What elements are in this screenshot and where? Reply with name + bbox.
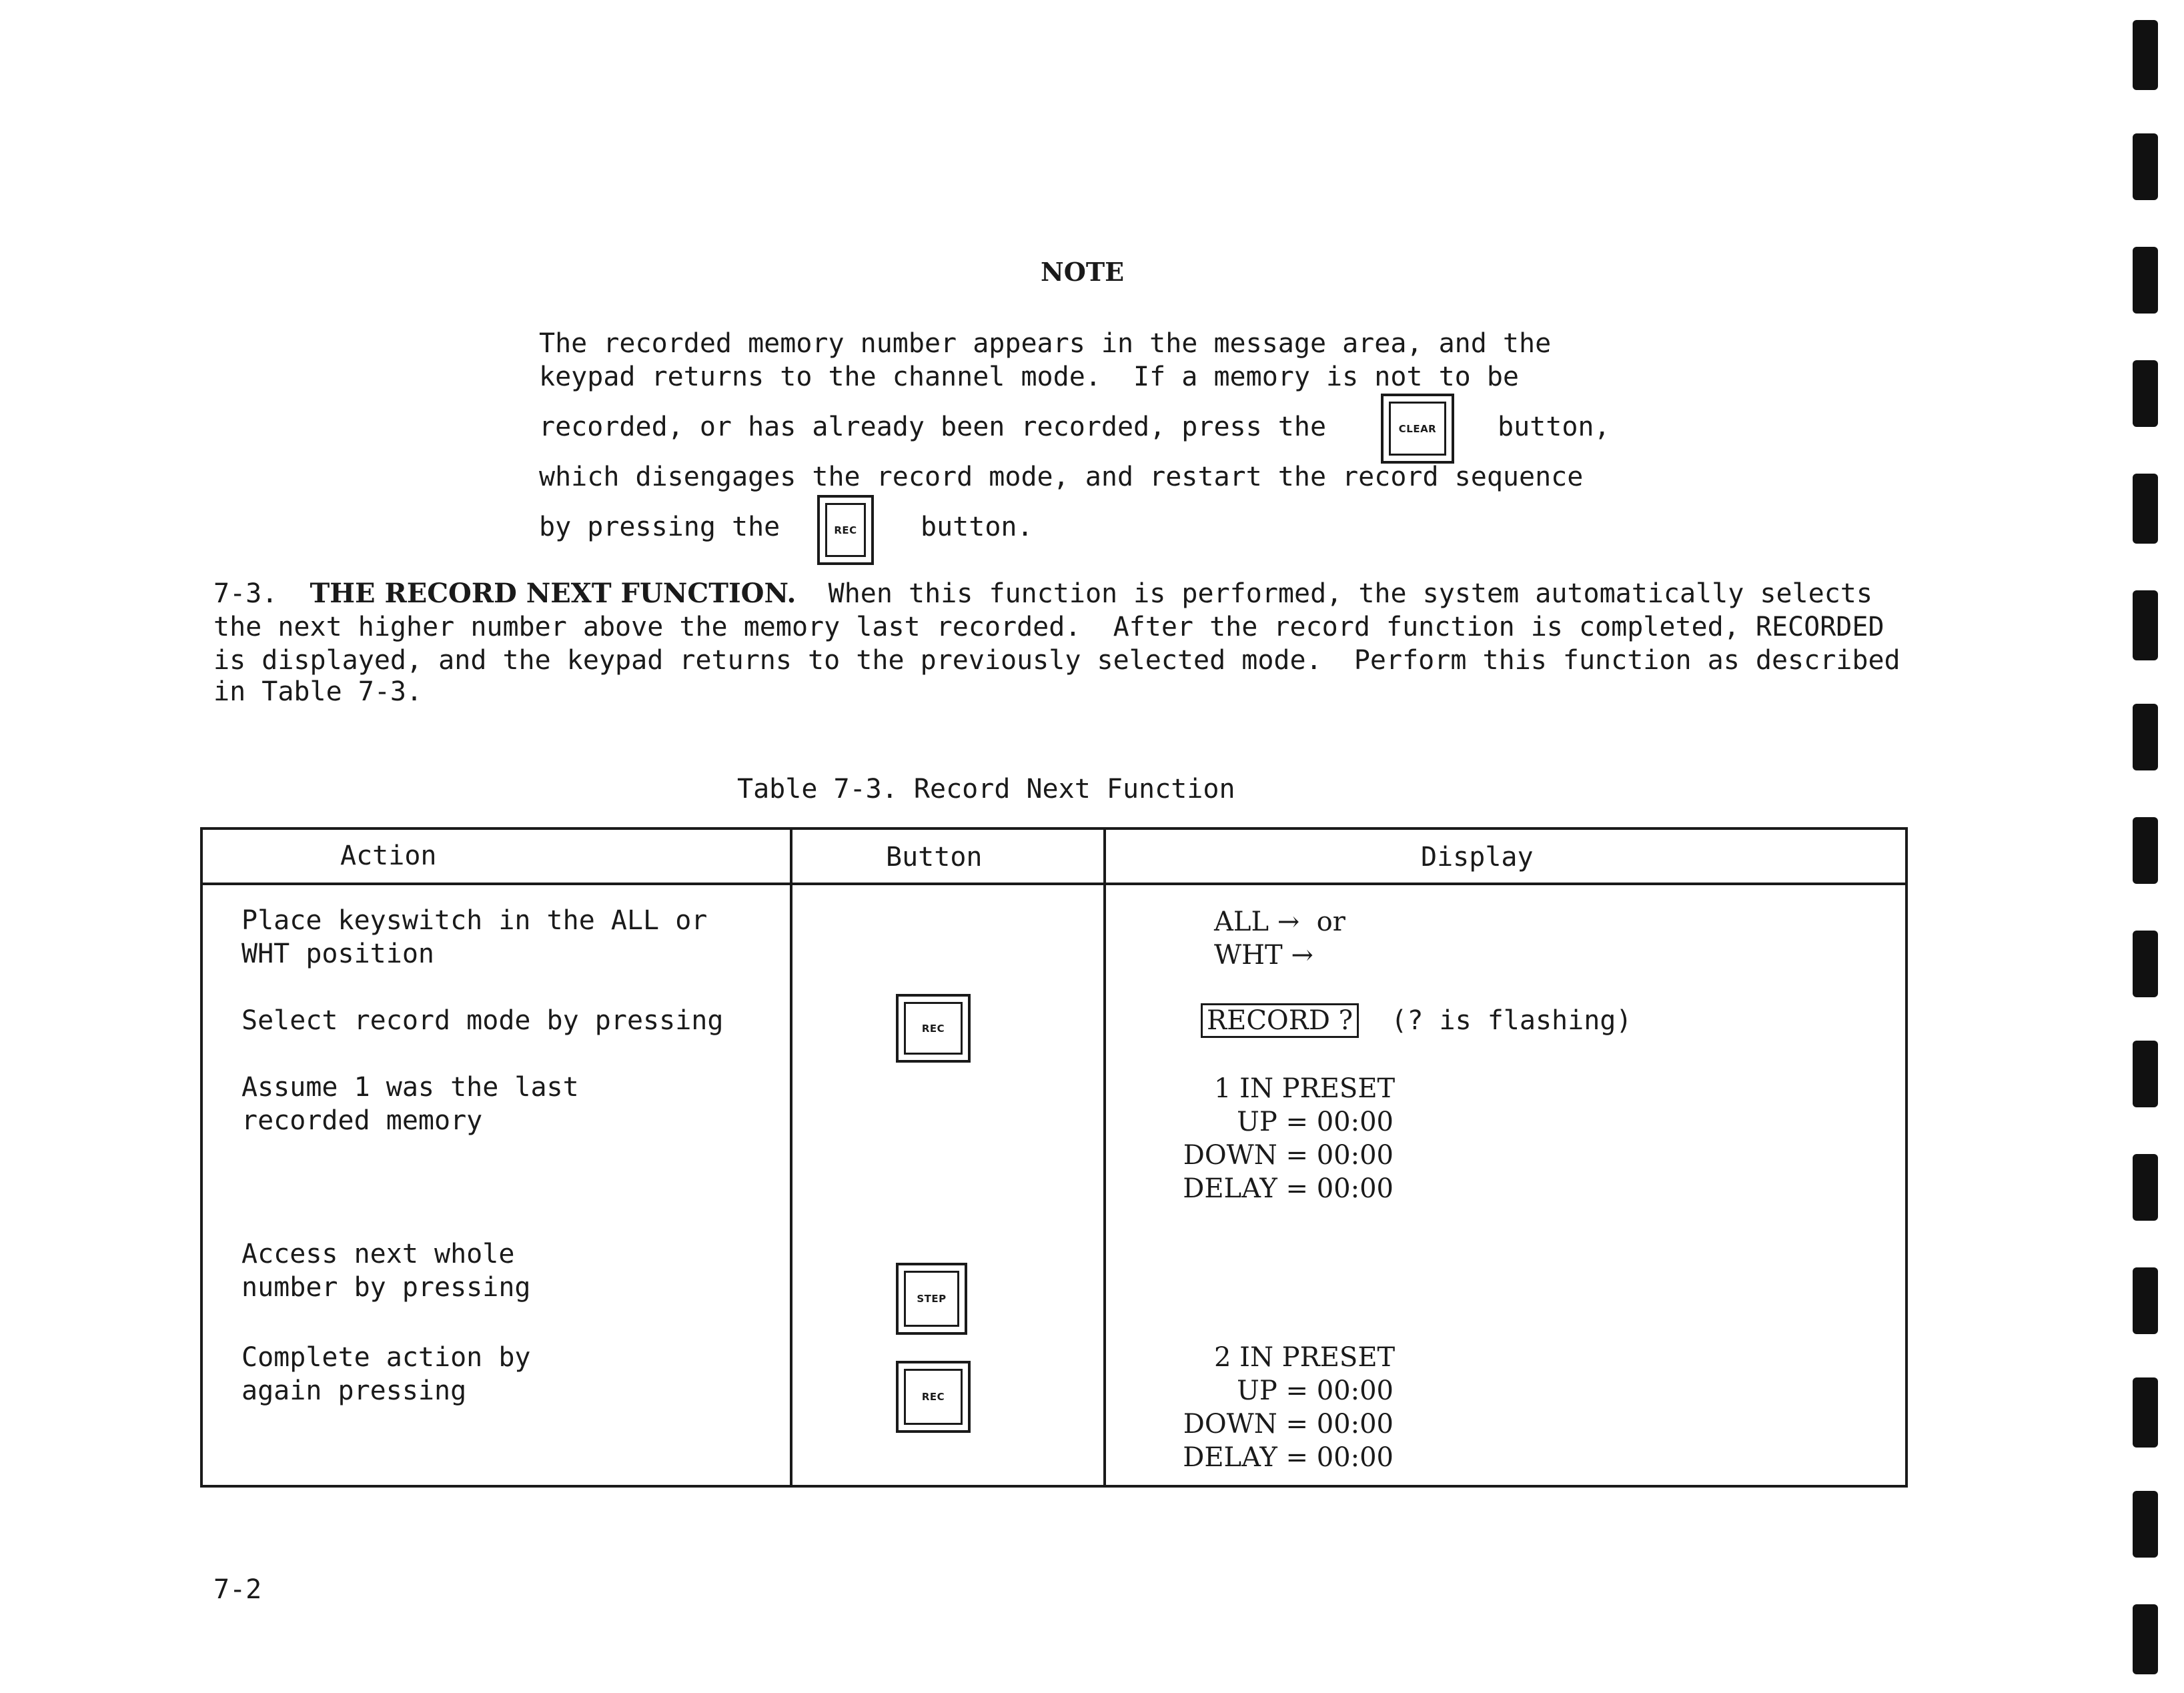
note-line-3-post: button, <box>1498 412 1610 442</box>
row-4-step-key-icon: STEP <box>896 1263 967 1335</box>
row-4-action-line-1: Access next whole <box>241 1239 515 1269</box>
note-line-1: The recorded memory number appears in the message area, and the <box>539 328 1552 359</box>
flashing-note: (? is flashing) <box>1391 1005 1632 1036</box>
row-3-display-line-3: DOWN = 00:00 <box>1183 1140 1394 1171</box>
binding-mark <box>2133 1377 2158 1448</box>
table-header-rule <box>200 883 1908 885</box>
row-1-action-line-1: Place keyswitch in the ALL or <box>241 905 708 936</box>
section-line-2: the next higher number above the memory last recorded. After the record function is completed, RECORDED <box>213 612 1884 642</box>
record-prompt: RECORD ? <box>1201 1003 1359 1038</box>
binding-mark <box>2133 704 2158 770</box>
row-5-display-line-4: DELAY = 00:00 <box>1183 1442 1394 1473</box>
row-1-display-line-1: ALL → or <box>1214 907 1345 937</box>
section-line-1 <box>213 577 1872 610</box>
header-button: Button <box>886 842 983 873</box>
binding-mark <box>2133 1154 2158 1221</box>
note-line-5-post: button. <box>921 512 1033 542</box>
binding-mark <box>2133 1041 2158 1107</box>
section-line-4: in Table 7-3. <box>213 676 423 707</box>
header-action: Action <box>340 840 437 871</box>
row-5-action-line-2: again pressing <box>241 1375 467 1406</box>
table-divider-1 <box>790 827 792 1488</box>
row-5-display-line-2: UP = 00:00 <box>1237 1375 1394 1406</box>
row-5-display-line-3: DOWN = 00:00 <box>1183 1409 1394 1440</box>
binding-mark <box>2133 20 2158 90</box>
row-3-action-line-1: Assume 1 was the last <box>241 1072 579 1103</box>
row-5-rec-key-icon: REC <box>896 1361 971 1433</box>
binding-mark <box>2133 360 2158 427</box>
table-caption: Table 7-3. Record Next Function <box>737 774 1235 804</box>
binding-mark <box>2133 1267 2158 1334</box>
binding-mark <box>2133 247 2158 314</box>
row-2-display <box>1201 1004 1632 1037</box>
binding-mark <box>2133 1491 2158 1558</box>
binding-mark <box>2133 931 2158 997</box>
note-line-4: which disengages the record mode, and restart the record sequence <box>539 462 1584 492</box>
section-heading: THE RECORD NEXT FUNCTION. <box>310 578 796 609</box>
clear-key-icon: CLEAR <box>1381 394 1454 464</box>
row-1-action-line-2: WHT position <box>241 939 434 969</box>
note-line-3-pre: recorded, or has already been recorded, press the <box>539 412 1327 442</box>
page-number: 7-2 <box>213 1574 262 1605</box>
binding-mark <box>2133 133 2158 200</box>
row-3-action-line-2: recorded memory <box>241 1105 483 1136</box>
rec-key-icon: REC <box>817 495 874 565</box>
row-1-display-line-2: WHT → <box>1214 940 1313 971</box>
table-divider-2 <box>1103 827 1106 1488</box>
row-5-action-line-1: Complete action by <box>241 1342 531 1373</box>
note-line-2: keypad returns to the channel mode. If a memory is not to be <box>539 362 1520 392</box>
binding-mark <box>2133 1604 2158 1674</box>
binding-mark <box>2133 590 2158 660</box>
row-2-action-line-1: Select record mode by pressing <box>241 1005 724 1036</box>
note-line-5-pre: by pressing the <box>539 512 780 542</box>
row-4-action-line-2: number by pressing <box>241 1272 531 1303</box>
section-line-3: is displayed, and the keypad returns to the previously selected mode. Perform this function as described <box>213 645 1900 676</box>
row-3-display-line-4: DELAY = 00:00 <box>1183 1173 1394 1204</box>
section-line-1-text: When this function is performed, the system automatically selects <box>828 578 1872 609</box>
binding-mark <box>2133 474 2158 544</box>
row-2-rec-key-icon: REC <box>896 994 971 1063</box>
row-5-display-line-1: 2 IN PRESET <box>1214 1342 1396 1373</box>
header-display: Display <box>1421 842 1534 873</box>
section-number: 7-3. <box>213 578 278 609</box>
row-3-display-line-2: UP = 00:00 <box>1237 1107 1394 1137</box>
note-title: NOTE <box>1041 257 1125 287</box>
binding-mark <box>2133 817 2158 884</box>
